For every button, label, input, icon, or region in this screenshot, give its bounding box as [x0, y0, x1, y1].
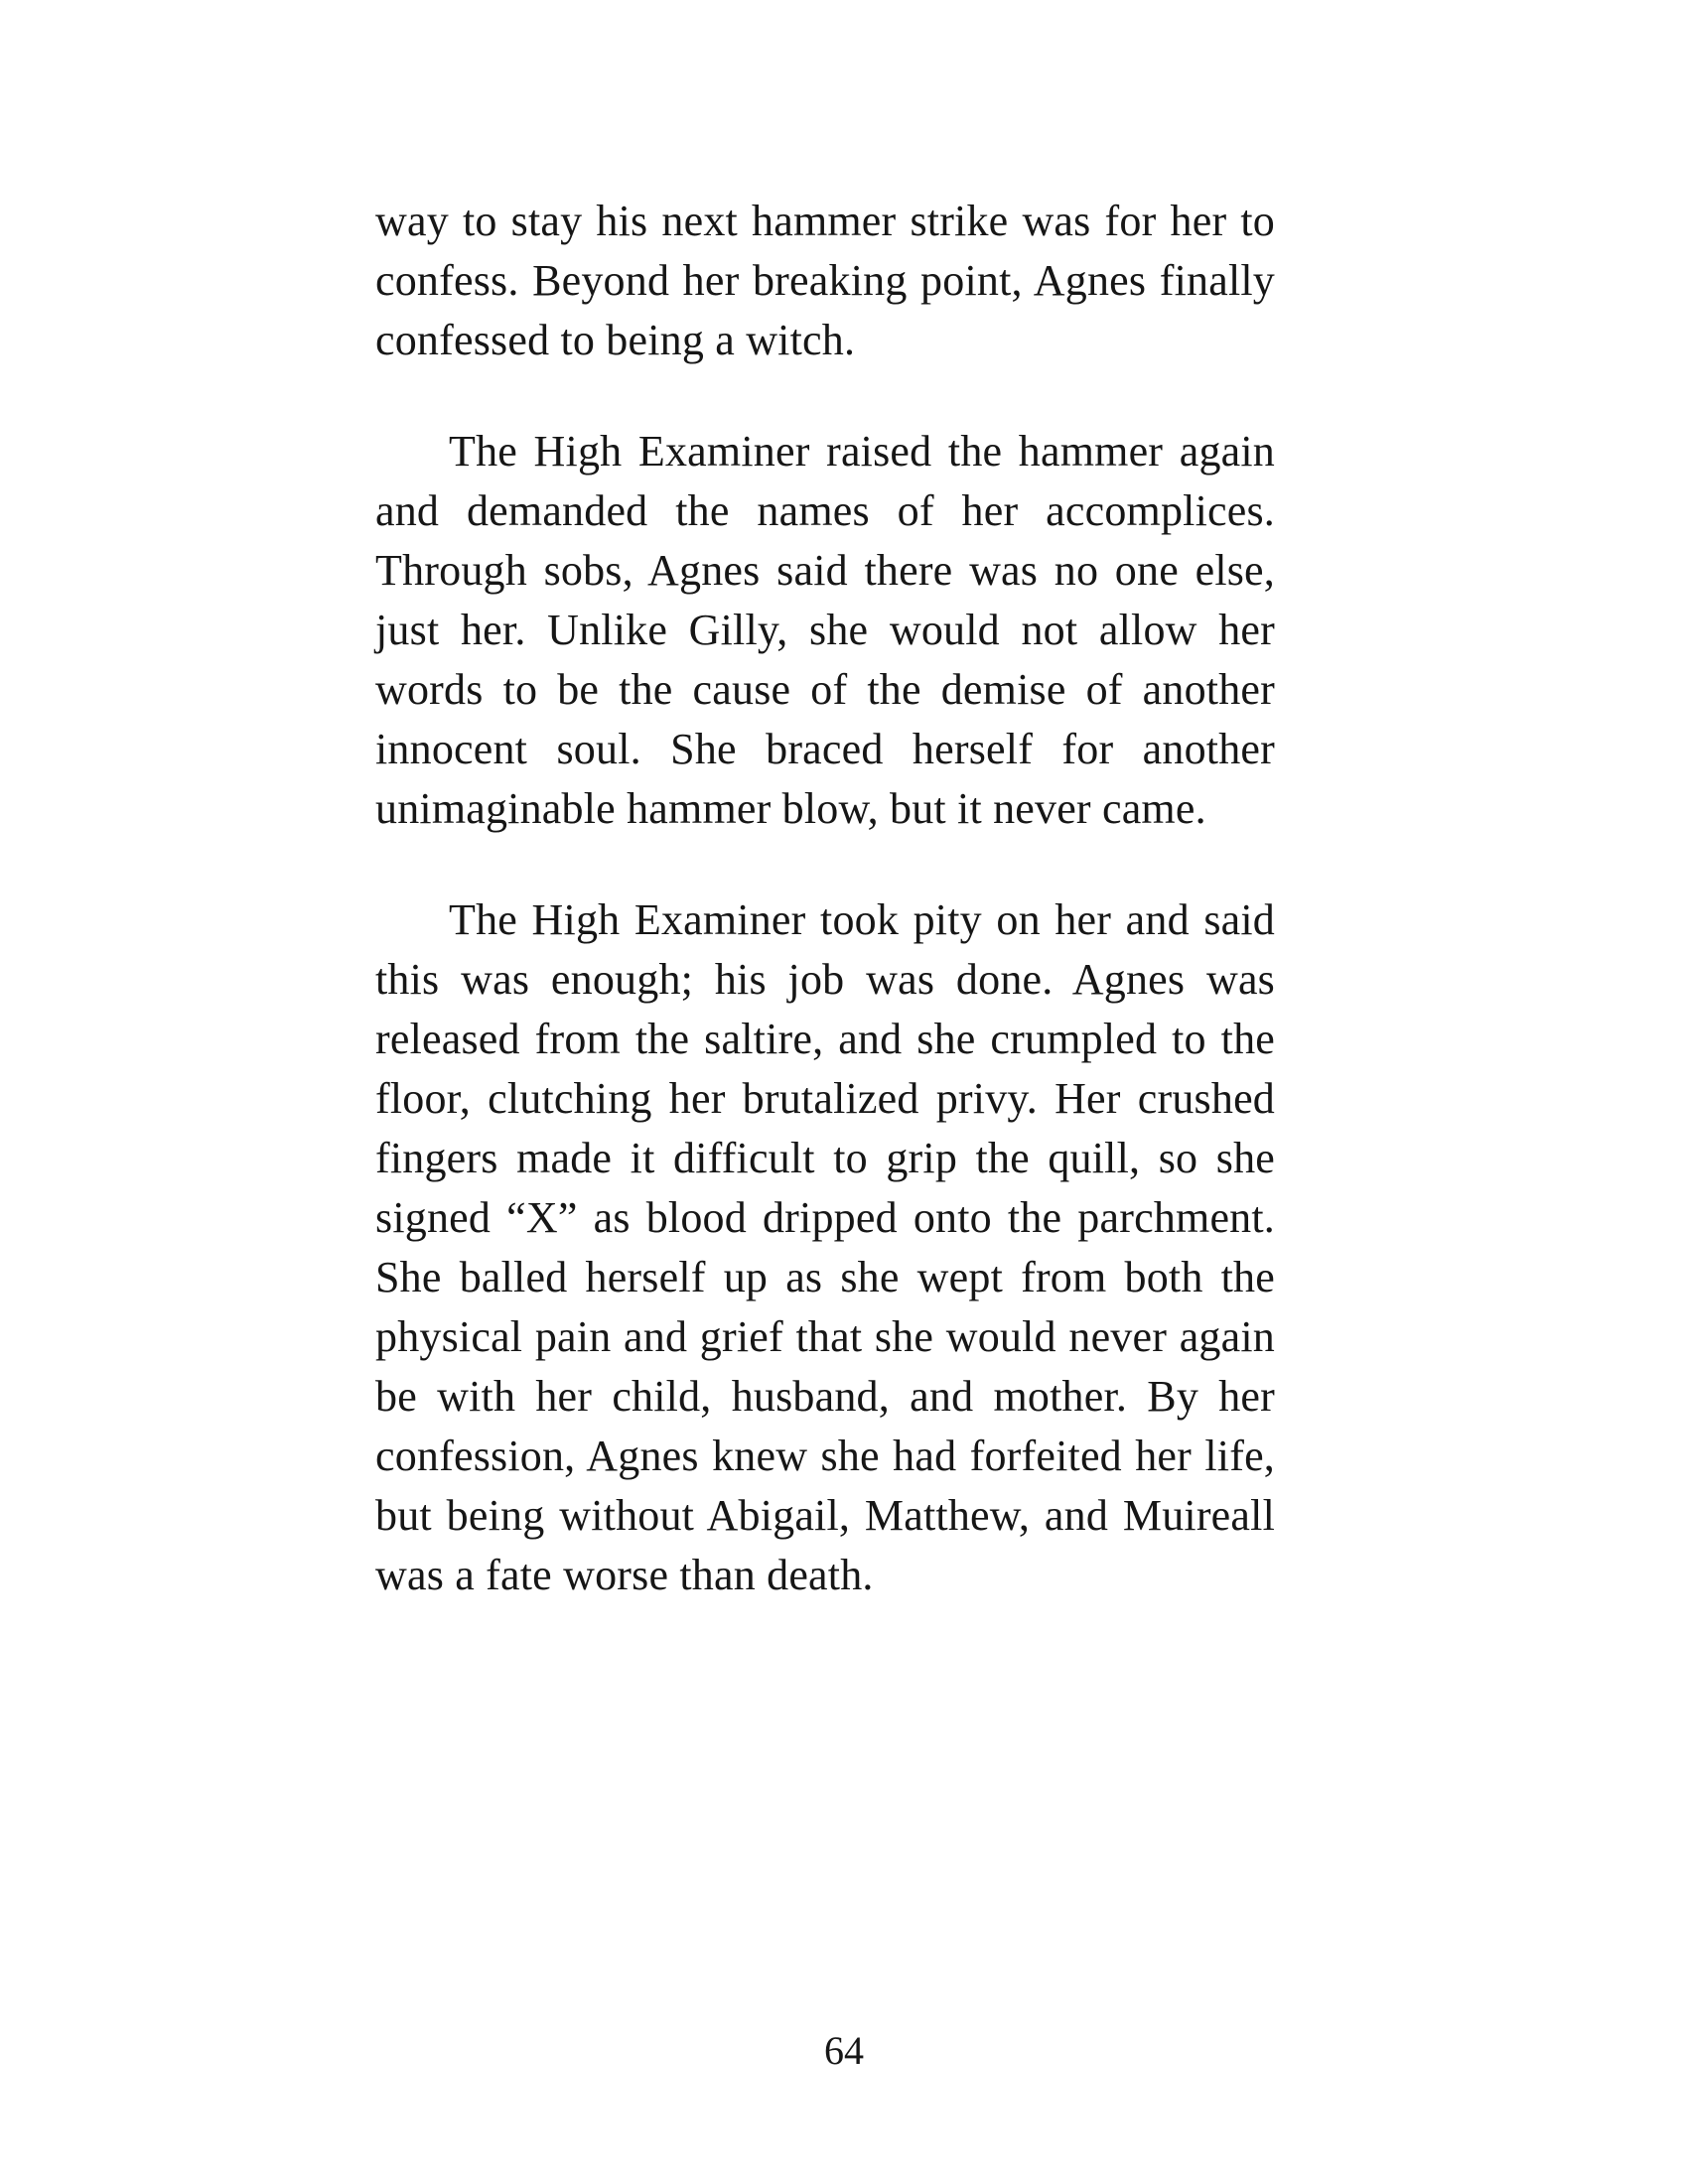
page-text-block: [375, 192, 1275, 1657]
paragraph-continuation: way to stay his next hammer strike was for her to confess. Beyond her breaking point, Agnes finally confessed to being a witch.: [375, 197, 1275, 364]
page-number: 64: [824, 2028, 864, 2073]
paragraph-high-examiner-took-pity: The High Examiner took pity on her and said this was enough; his job was done. Agnes was released from the saltire, and she crumpled to the floor, clutching her brutalized privy. Her crushed fingers made it difficult to grip the quill, so she signed “X” as blood dripped onto the parchment. She balled herself up as she wept from both the physical pain and grief that she would never again be with her child, husband, and mother. By her confession, Agnes knew she had forfeited her life, but being without Abigail, Matthew, and Muireall was a fate worse than death.: [375, 895, 1275, 1599]
paragraph-high-examiner-raised-hammer: The High Examiner raised the hammer again and demanded the names of her accomplices. Through sobs, Agnes said there was no one else, just her. Unlike Gilly, she would not allow her words to be the cause of the demise of another innocent soul. She braced herself for another unimaginable hammer blow, but it never came.: [375, 427, 1275, 833]
page-footer: [0, 2027, 1688, 2075]
